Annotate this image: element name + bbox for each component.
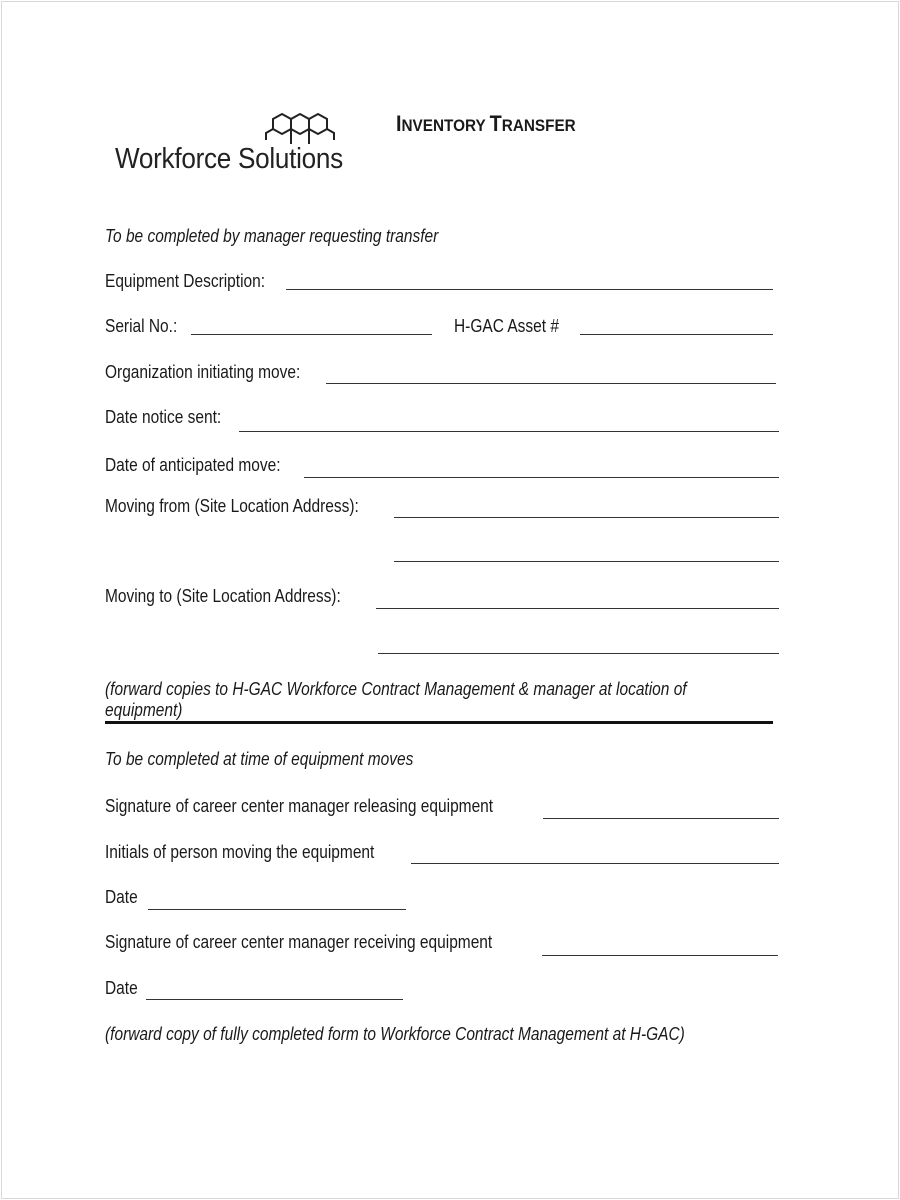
forward-note-2: (forward copy of fully completed form to Workforce Contract Management at H-GAC) xyxy=(105,1024,685,1044)
moving-from-field-line2[interactable] xyxy=(394,561,779,562)
date-1-field[interactable] xyxy=(148,909,406,910)
date-2-label: Date xyxy=(105,978,138,998)
serial-no-field[interactable] xyxy=(191,334,432,335)
title-word-inventory: NVENTORY xyxy=(401,116,490,135)
date-anticipated-move-label: Date of anticipated move: xyxy=(105,455,281,475)
date-anticipated-move-field[interactable] xyxy=(304,477,779,478)
signature-receiving-label: Signature of career center manager receiving equipment xyxy=(105,932,493,952)
forward-note-1-line2: equipment) xyxy=(105,700,183,720)
date-2-field[interactable] xyxy=(146,999,403,1000)
initials-moving-field[interactable] xyxy=(411,863,779,864)
moving-from-label: Moving from (Site Location Address): xyxy=(105,496,359,516)
hgac-asset-field[interactable] xyxy=(580,334,773,335)
signature-releasing-label: Signature of career center manager releasing equipment xyxy=(105,796,494,816)
hgac-asset-label: H-GAC Asset # xyxy=(454,316,559,336)
date-notice-sent-label: Date notice sent: xyxy=(105,407,222,427)
signature-releasing-field[interactable] xyxy=(543,818,779,819)
equipment-description-label: Equipment Description: xyxy=(105,271,266,291)
serial-no-label: Serial No.: xyxy=(105,316,178,336)
logo-text: Workforce Solutions xyxy=(115,143,343,175)
equipment-description-field[interactable] xyxy=(286,289,773,290)
title-letter-i: I xyxy=(396,111,402,136)
organization-initiating-label: Organization initiating move: xyxy=(105,362,301,382)
date-notice-sent-field[interactable] xyxy=(239,431,779,432)
section1-instruction: To be completed by manager requesting transfer xyxy=(105,226,439,246)
moving-to-field-line1[interactable] xyxy=(376,608,779,609)
moving-to-field-line2[interactable] xyxy=(378,653,779,654)
moving-to-label: Moving to (Site Location Address): xyxy=(105,586,341,606)
title-word-transfer: RANSFER xyxy=(501,116,576,135)
section2-instruction: To be completed at time of equipment moves xyxy=(105,749,414,769)
initials-moving-label: Initials of person moving the equipment xyxy=(105,842,375,862)
date-1-label: Date xyxy=(105,887,138,907)
page-title xyxy=(396,110,576,140)
forward-note-1-line1: (forward copies to H-GAC Workforce Contract Management & manager at location of xyxy=(105,679,687,699)
form-page xyxy=(1,1,899,1199)
title-letter-t: T xyxy=(489,111,502,136)
signature-receiving-field[interactable] xyxy=(542,955,778,956)
moving-from-field-line1[interactable] xyxy=(394,517,779,518)
section-divider xyxy=(105,721,773,724)
organization-initiating-field[interactable] xyxy=(326,383,776,384)
